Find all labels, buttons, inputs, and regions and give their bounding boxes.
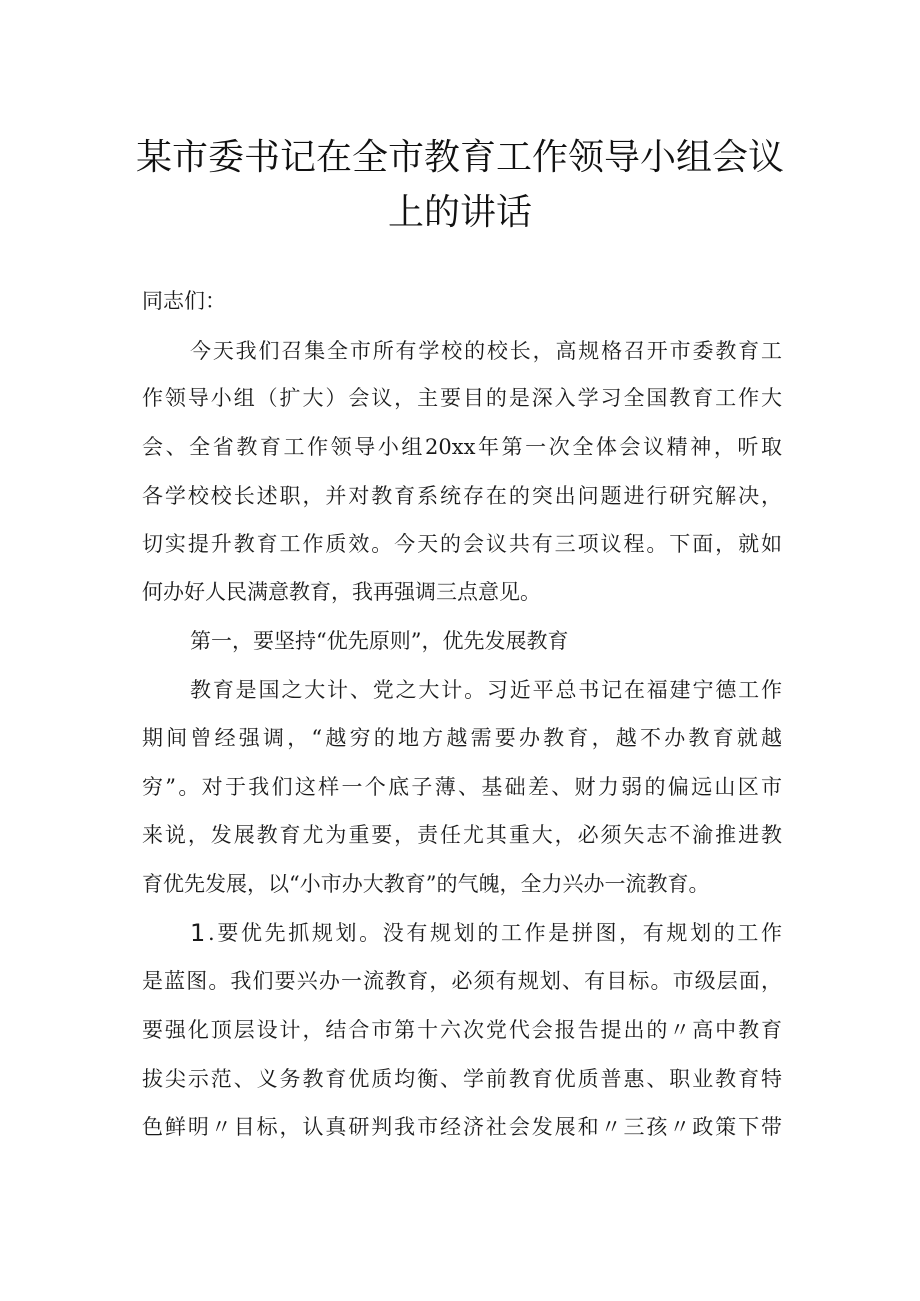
paragraph-2-line-5: 育优先发展，以“小市办大教育”的气魄，全力兴办一流教育。 bbox=[142, 872, 710, 896]
paragraph-2-line-2: 期间曾经强调，“越穷的地方越需要办教育，越不办教育就越 bbox=[142, 726, 782, 750]
paragraph-1-line-1: 今天我们召集全市所有学校的校长，高规格召开市委教育工 bbox=[190, 339, 782, 363]
paragraph-1-line-2: 作领导小组（扩大）会议，主要目的是深入学习全国教育工作大 bbox=[142, 386, 782, 410]
paragraph-3-line-2: 是蓝图。我们要兴办一流教育，必须有规划、有目标。市级层面， bbox=[142, 969, 782, 993]
paragraph-3-line-5: 色鲜明〃目标，认真研判我市经济社会发展和〃三孩〃政策下带 bbox=[142, 1115, 782, 1139]
document-title-line-2: 上的讲话 bbox=[387, 192, 532, 233]
paragraph-3-line-3: 要强化顶层设计，结合市第十六次党代会报告提出的〃高中教育 bbox=[142, 1018, 782, 1042]
paragraph-1-line-5: 切实提升教育工作质效。今天的会议共有三项议程。下面，就如 bbox=[142, 532, 782, 556]
paragraph-1-line-6: 何办好人民满意教育，我再强调三点意见。 bbox=[142, 580, 541, 604]
item-number-1-text: 1 bbox=[190, 919, 206, 947]
salutation: 同志们： bbox=[142, 289, 226, 313]
paragraph-3-line-1: .要优先抓规划。没有规划的工作是拼图，有规划的工作 bbox=[208, 921, 782, 945]
paragraph-2-line-4: 来说，发展教育尤为重要，责任尤其重大，必须矢志不渝推进教 bbox=[142, 823, 782, 847]
paragraph-2-line-3: 穷”。对于我们这样一个底子薄、基础差、财力弱的偏远山区市 bbox=[142, 775, 782, 799]
paragraph-2-line-1: 教育是国之大计、党之大计。习近平总书记在福建宁德工作 bbox=[190, 678, 782, 702]
section-heading-1: 第一，要坚持“优先原则”，优先发展教育 bbox=[190, 629, 569, 653]
paragraph-1-line-4: 各学校校长述职，并对教育系统存在的突出问题进行研究解决， bbox=[142, 484, 782, 508]
document-title-line-1: 某市委书记在全市教育工作领导小组会议 bbox=[135, 137, 784, 178]
paragraph-1-line-3: 会、全省教育工作领导小组20xx年第一次全体会议精神，听取 bbox=[142, 435, 782, 459]
paragraph-3-line-4: 拔尖示范、义务教育优质均衡、学前教育优质普惠、职业教育特 bbox=[142, 1067, 782, 1091]
